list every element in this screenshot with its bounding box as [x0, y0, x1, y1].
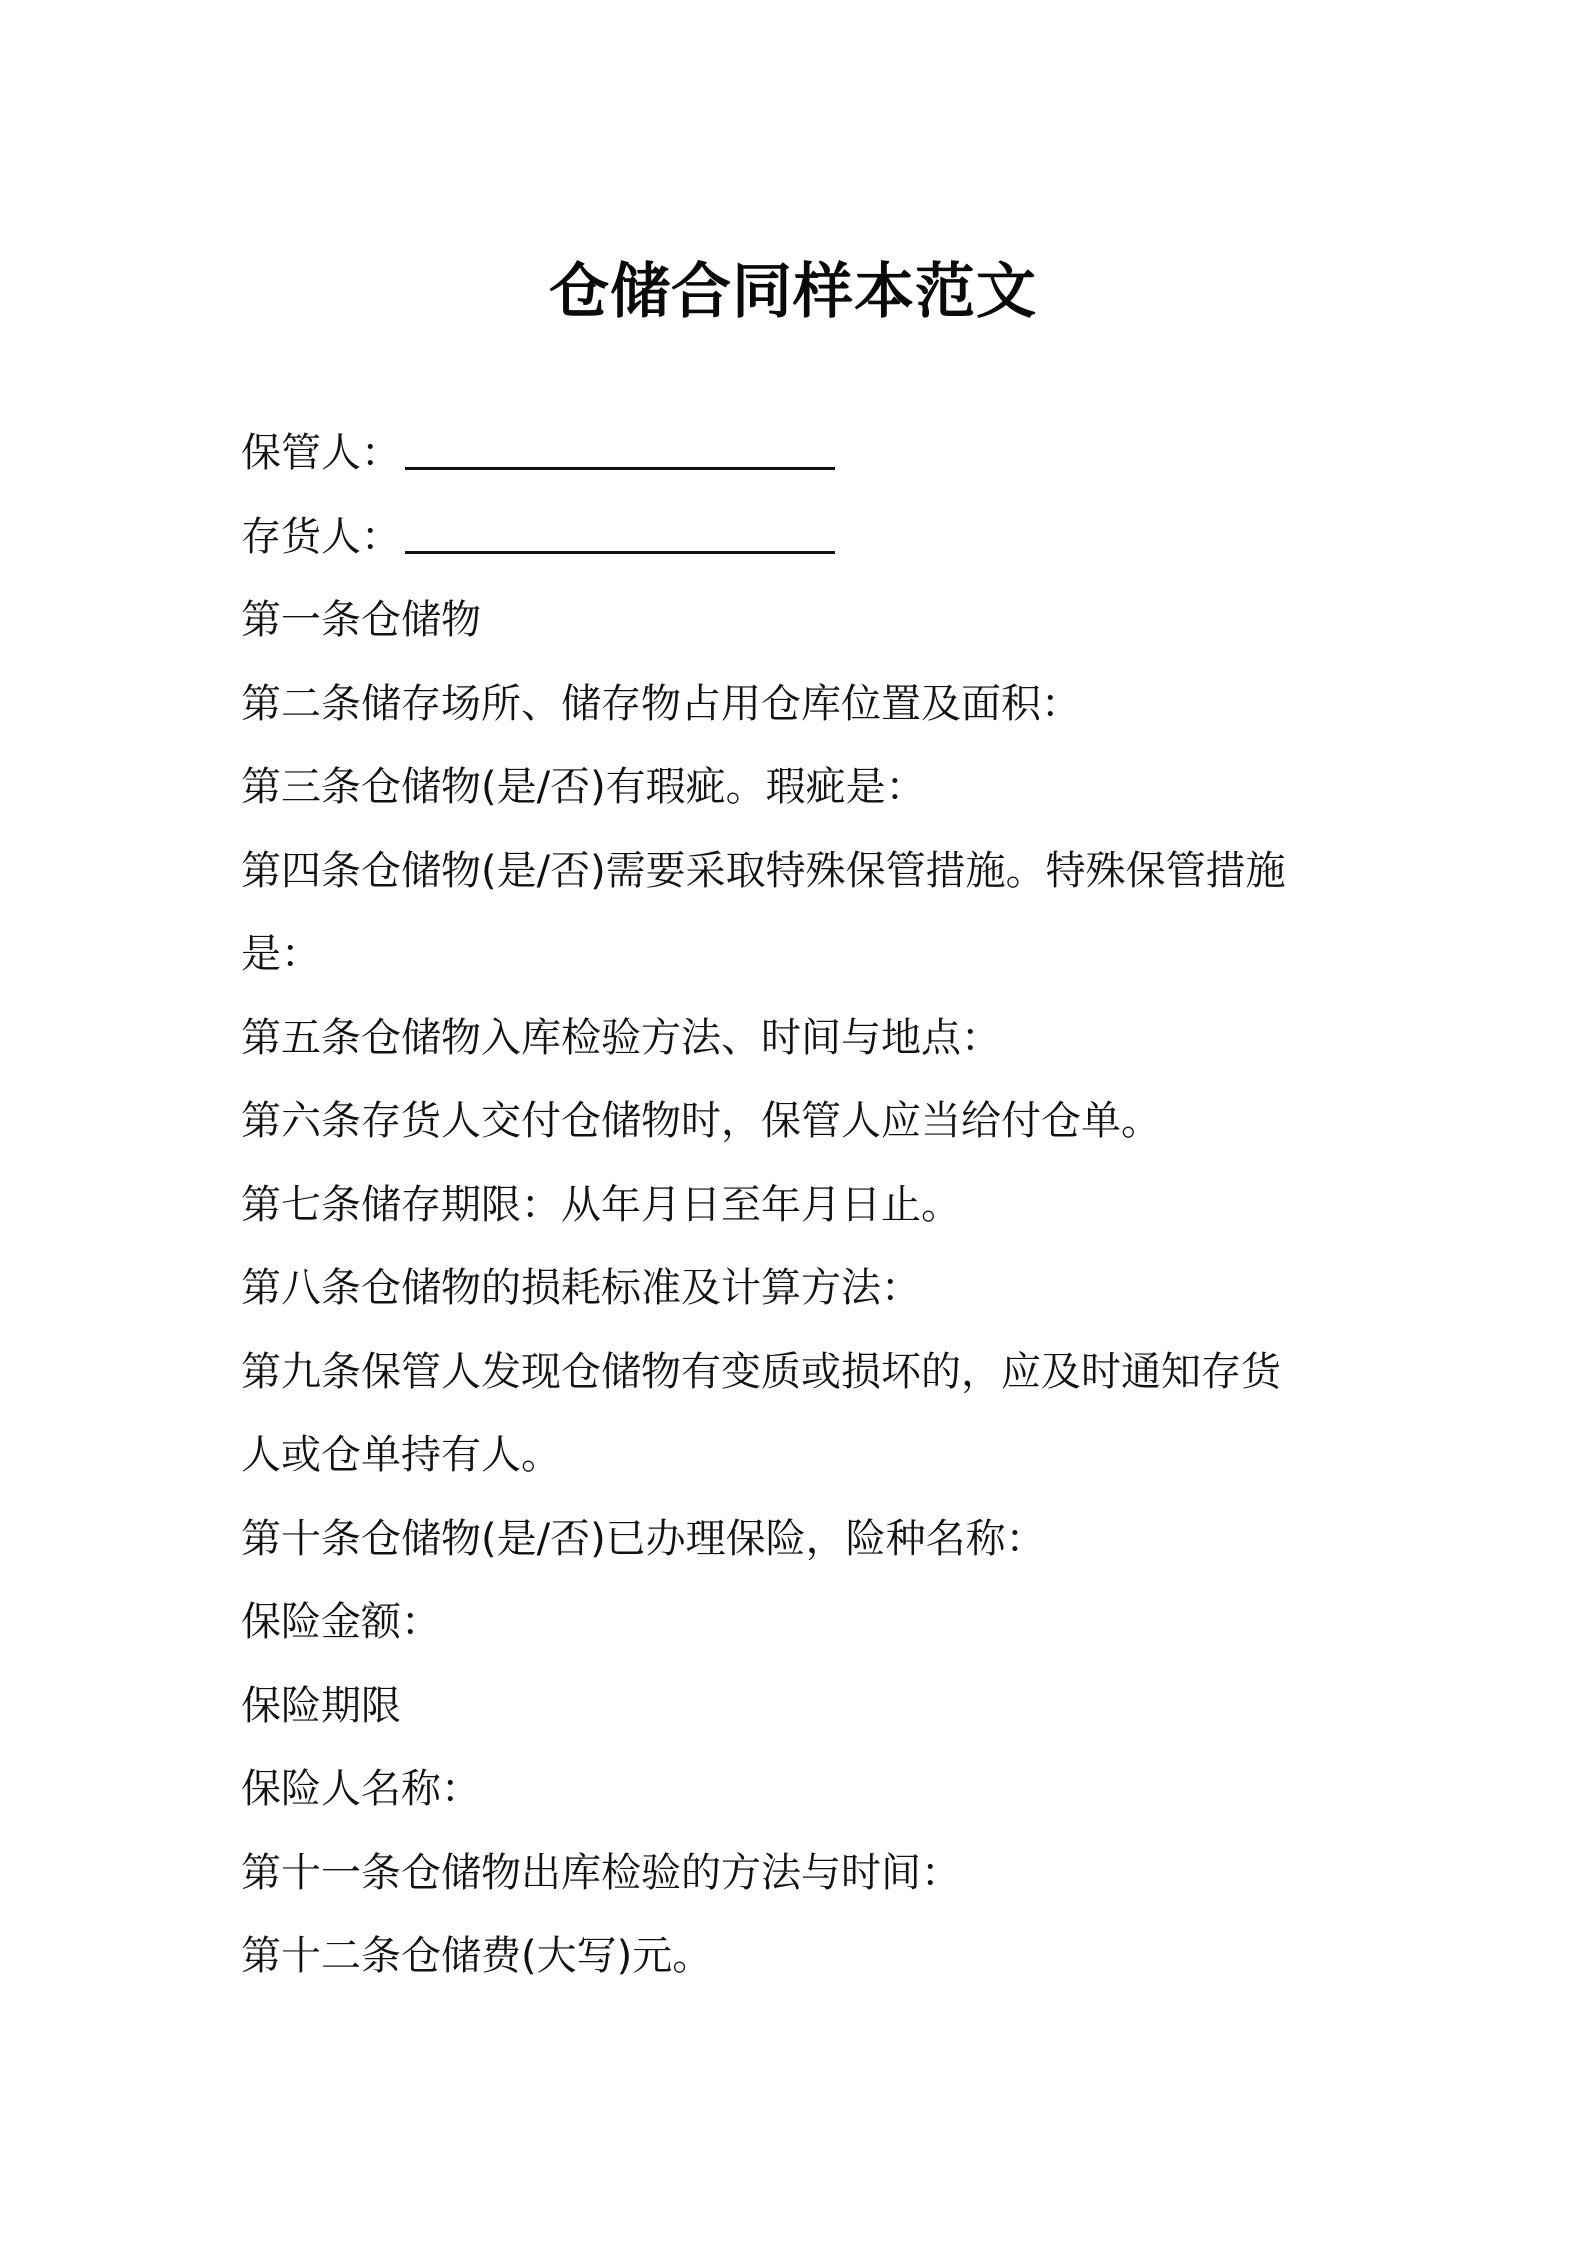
depositor-label: 存货人： — [241, 513, 401, 560]
clause-line: 第二条储存场所、储存物占用仓库位置及面积： — [241, 680, 1081, 727]
clause-line: 保险期限 — [241, 1682, 401, 1729]
clause-line: 保险金额： — [241, 1599, 441, 1645]
clause-line: 第十一条仓储物出库检验的方法与时间： — [241, 1849, 961, 1896]
document-body — [241, 412, 1361, 1999]
clause-line: 是： — [241, 931, 321, 977]
keeper-field — [241, 412, 1361, 496]
clause-line: 第十条仓储物(是/否)已办理保险，险种名称： — [241, 1515, 1046, 1562]
clause-line: 人或仓单持有人。 — [241, 1432, 561, 1478]
depositor-field — [241, 496, 1361, 580]
clause-line: 第六条存货人交付仓储物时，保管人应当给付仓单。 — [241, 1098, 1161, 1144]
depositor-blank-line — [405, 511, 835, 554]
clause-line: 第九条保管人发现仓储物有变质或损坏的，应及时通知存货 — [241, 1348, 1281, 1395]
keeper-blank-line — [405, 427, 835, 470]
clause-line: 第三条仓储物(是/否)有瑕疵。瑕疵是： — [241, 764, 926, 810]
clause-line: 第四条仓储物(是/否)需要采取特殊保管措施。特殊保管措施 — [241, 847, 1286, 894]
clause-line: 第八条仓储物的损耗标准及计算方法： — [241, 1265, 921, 1311]
clause-line: 保险人名称： — [241, 1766, 481, 1812]
clause-line: 第一条仓储物 — [241, 597, 481, 643]
clause-line: 第七条储存期限：从年月日至年月日止。 — [241, 1181, 961, 1228]
document-title: 仓储合同样本范文 — [549, 257, 1037, 327]
keeper-label: 保管人： — [241, 430, 401, 476]
clause-line: 第十二条仓储费(大写)元。 — [241, 1933, 713, 1979]
clause-line: 第五条仓储物入库检验方法、时间与地点： — [241, 1014, 1001, 1061]
